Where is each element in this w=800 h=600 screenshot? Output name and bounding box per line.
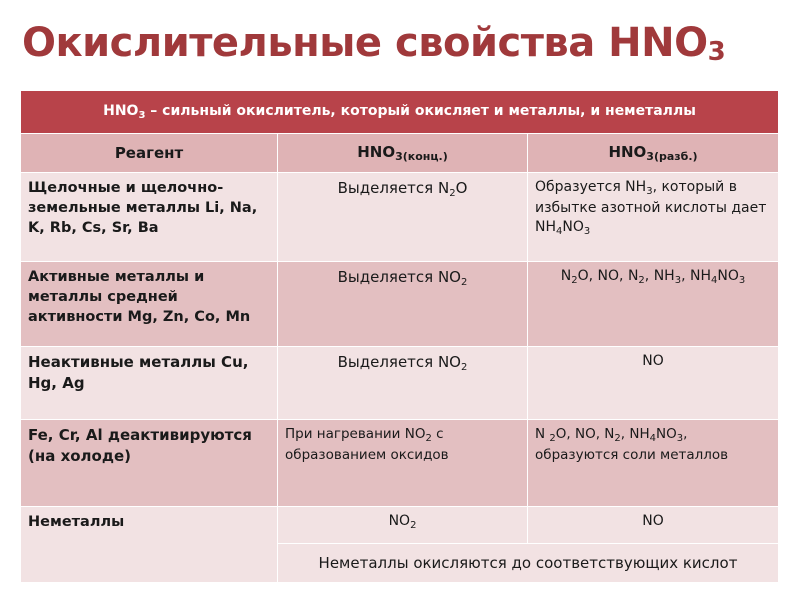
diluted-cell: $N_2O$, NO, $N_2$, $NH_3$, $NH_4NO_3$ — [528, 262, 779, 347]
concentrated-cell: Выделяется $NO_2$ — [278, 262, 528, 347]
oxidation-table — [20, 90, 779, 583]
reagent-cell: Щелочные и щелочно-земельные металлы Li, Na, K, Rb, Cs, Sr, Ba — [21, 173, 278, 262]
table-row — [21, 173, 779, 262]
table-header-row — [21, 134, 779, 173]
banner-cell: $HNO_3$ – сильный окислитель, который окисляет и металлы, и неметаллы — [21, 91, 779, 134]
concentrated-cell: $NO_2$ — [278, 507, 528, 544]
diluted-cell: N $_2$O, NO, $N_2$, $NH_4NO_3$, образуются соли металлов — [528, 420, 779, 507]
diluted-cell: NO — [528, 347, 779, 420]
footer-cell: Неметаллы окисляются до соответствующих кислот — [278, 544, 779, 583]
reagent-cell: Активные металлы и металлы средней активности Mg, Zn, Co, Mn — [21, 262, 278, 347]
table-banner-row — [21, 91, 779, 134]
table-row — [21, 262, 779, 347]
reagent-cell: Неактивные металлы Cu, Hg, Ag — [21, 347, 278, 420]
page-title: Окислительные свойства $HNO_3$ — [22, 20, 726, 67]
table-row — [21, 347, 779, 420]
table-row — [21, 507, 779, 544]
diluted-cell: Образуется $NH_3$, который в избытке азотной кислоты дает $NH_4NO_3$ — [528, 173, 779, 262]
concentrated-cell: Выделяется $NO_2$ — [278, 347, 528, 420]
reagent-cell: Fe, Cr, Al деактивируются (на холоде) — [21, 420, 278, 507]
header-reagent: Реагент — [21, 134, 278, 173]
reagent-cell: Неметаллы — [21, 507, 278, 583]
header-diluted: $HNO_{3(разб.)}$ — [528, 134, 779, 173]
table-row — [21, 420, 779, 507]
concentrated-cell: Выделяется $N_2O$ — [278, 173, 528, 262]
concentrated-cell: При нагревании $NO_2$ с образованием оксидов — [278, 420, 528, 507]
header-concentrated: $HNO_{3(конц.)}$ — [278, 134, 528, 173]
diluted-cell: NO — [528, 507, 779, 544]
